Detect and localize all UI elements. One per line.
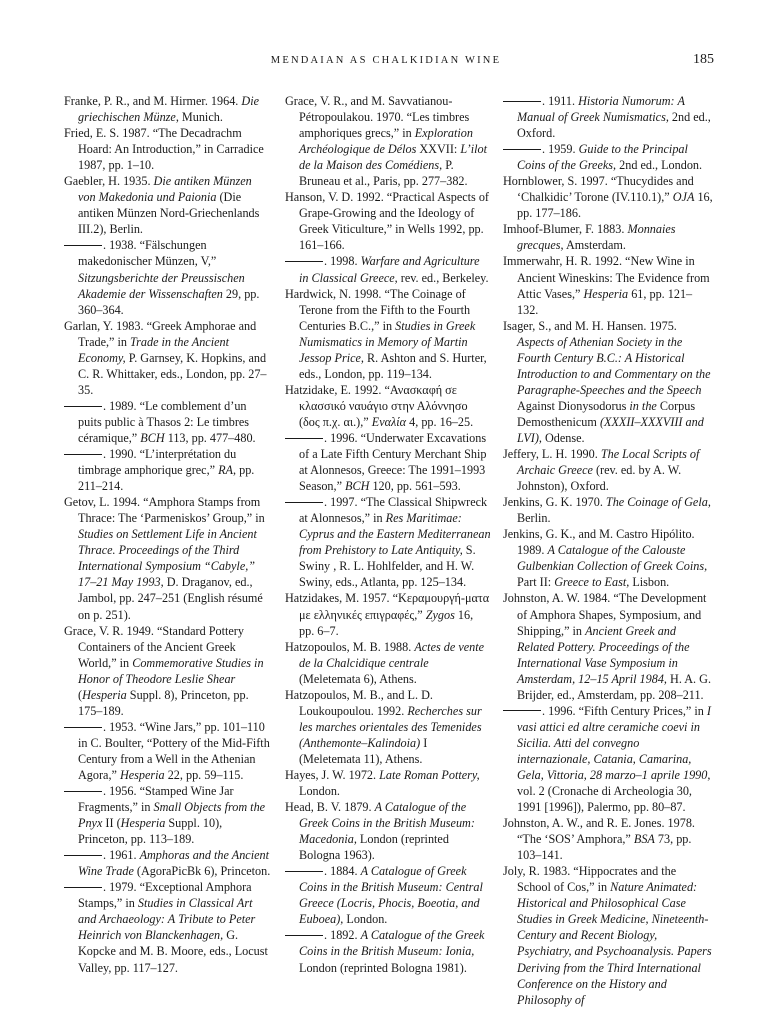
repeat-author-dash bbox=[64, 855, 102, 856]
bibliography-entry: . 1979. “Exceptional Amphora Stamps,” in Studies in Classical Art and Archaeology: A Tribute to Peter Heinrich von Blanckenhagen, G. Kopcke and M. B. Moore, eds., Locust Valley, pp. 117–127. bbox=[64, 879, 272, 975]
repeat-author-dash bbox=[64, 245, 102, 246]
running-head bbox=[0, 52, 772, 75]
bibliography-entry: Hanson, V. D. 1992. “Practical Aspects of Grape-Growing and the Ideology of Greek Viticulture,” in Wells 1992, pp. 161–166. bbox=[285, 190, 489, 253]
repeat-author-dash bbox=[285, 261, 323, 262]
bibliography-entry: Hayes, J. W. 1972. Late Roman Pottery, London. bbox=[285, 767, 480, 799]
repeat-author-dash bbox=[64, 454, 102, 455]
bibliography-entry: Grace, V. R. 1949. “Standard Pottery Containers of the Ancient Greek World,” in Commemorative Studies in Honor of Theodore Leslie Shear (Hesperia Suppl. 8), Princeton, pp. 175–189. bbox=[64, 623, 264, 718]
bibliography-entry: Garlan, Y. 1983. “Greek Amphorae and Trade,” in Trade in the Ancient Economy, P. Garnsey, K. Hopkins, and C. R. Whittaker, eds., London, pp. 27–35. bbox=[64, 318, 267, 397]
bibliography-entry: . 1989. “Le comblement d’un puits public à Thasos 2: Le timbres céramique,” BCH 113, pp. 477–480. bbox=[64, 398, 272, 446]
repeat-author-dash bbox=[64, 406, 102, 407]
bibliography-entry: . 1996. “Fifth Century Prices,” in I vasi attici ed altre ceramiche coevi in Sicilia. Atti del convegno internazionale, Catania, Camarina, Gela, Vittoria, 28 marzo–1 aprile 1990, vol. 2 (Cronache di Archeologia 30, 1991 [1996]), Palermo, pp. 80–87. bbox=[503, 703, 713, 815]
repeat-author-dash bbox=[503, 149, 541, 150]
bibliography-entry: Grace, V. R., and M. Savvatianou-Pétropoulakou. 1970. “Les timbres amphoriques grecs,” in Exploration Archéologique de Délos XXVII: L’ilot de la Maison des Comédiens, P. Bruneau et al., Paris, pp. 277–382. bbox=[285, 94, 487, 189]
bibliography-entry: Johnston, A. W. 1984. “The Development of Amphora Shapes, Symposium, and Shipping,” in Ancient Greek and Related Pottery. Proceedings of the International Vase Symposium in Amsterdam, 12–15 April 1984, H. A. G. Brijder, ed., Amsterdam, pp. 208–211. bbox=[503, 591, 711, 702]
bibliography-entry: Hatzidake, E. 1992. “Ανασκαφή σε κλασσικό ναυάγιο στην Αλόννησο (δος π.χ. αι.),” Εναλία 4, pp. 16–25. bbox=[285, 382, 474, 429]
bibliography-entry: . 1884. A Catalogue of Greek Coins in the British Museum: Central Greece (Locris, Phocis, Boeotia, and Euboea), London. bbox=[285, 863, 491, 927]
bibliography-entry: . 1938. “Fälschungen makedonischer Münzen, V,” Sitzungsberichte der Preussischen Akademie der Wissenschaften 29, pp. 360–364. bbox=[64, 237, 272, 317]
bibliography-entry: . 1892. A Catalogue of the Greek Coins in the British Museum: Ionia, London (reprinted Bologna 1981). bbox=[285, 927, 491, 975]
bibliography-entry: Hornblower, S. 1997. “Thucydides and ‘Chalkidic’ Torone (IV.110.1),” OJA 16, pp. 177–186. bbox=[503, 174, 713, 221]
bibliography-entry: Hatzidakes, M. 1957. “Κεραμουργή-ματα με ελληνικές επιγραφές,” Zygos 16, pp. 6–7. bbox=[285, 591, 490, 638]
repeat-author-dash bbox=[503, 710, 541, 711]
bibliography-entry: Imhoof-Blumer, F. 1883. Monnaies grecques, Amsterdam. bbox=[503, 222, 676, 253]
bibliography-entry: . 1998. Warfare and Agriculture in Classical Greece, rev. ed., Berkeley. bbox=[285, 253, 491, 285]
repeat-author-dash bbox=[285, 935, 323, 936]
repeat-author-dash bbox=[285, 871, 323, 872]
bibliography-entry: Getov, L. 1994. “Amphora Stamps from Thrace: The ‘Parmeniskos’ Group,” in Studies on Settlement Life in Ancient Thrace. Proceedings of the Third International Symposium “Cabyle,” 17–21 May 1993, D. Draganov, ed., Jambol, pp. 247–251 (English résumé on p. 251). bbox=[64, 495, 265, 622]
bibliography-entry: Hardwick, N. 1998. “The Coinage of Terone from the Fifth to the Fourth Centuries B.C.,” in Studies in Greek Numismatics in Memory of Martin Jessop Price, R. Ashton and S. Hurter, eds., London, pp. 119–134. bbox=[285, 286, 487, 381]
bibliography-entry: Isager, S., and M. H. Hansen. 1975. Aspects of Athenian Society in the Fourth Century B.C.: A Historical Introduction to and Commentary on the Paragraphe-Speeches and the Speech Against Dionysodorus in the Corpus Demosthenicum (XXXII–XXXVIII and LVI), Odense. bbox=[503, 318, 711, 445]
bibliography-entry: . 1990. “L’interprétation du timbrage amphorique grec,” RA, pp. 211–214. bbox=[64, 446, 272, 494]
bibliography-entry: Jeffery, L. H. 1990. The Local Scripts of Archaic Greece (rev. ed. by A. W. Johnston), Oxford. bbox=[503, 447, 700, 494]
bibliography-entry: Head, B. V. 1879. A Catalogue of the Greek Coins in the British Museum: Macedonia, London (reprinted Bologna 1963). bbox=[285, 800, 475, 863]
bibliography-entry: Johnston, A. W., and R. E. Jones. 1978. “The ‘SOS’ Amphora,” BSA 73, pp. 103–141. bbox=[503, 816, 695, 863]
bibliography-entry: Joly, R. 1983. “Hippocrates and the School of Cos,” in Nature Animated: Historical and Philosophical Case Studies in Greek Medicine, Nineteenth-Century and Recent Biology, Psychiatry, and Psychoanalysis. Papers Deriving from the Third International Conference on the History and Philosophy of bbox=[503, 864, 712, 1007]
bibliography-entry: . 1953. “Wine Jars,” pp. 101–110 in C. Boulter, “Pottery of the Mid-Fifth Century from a Well in the Athenian Agora,” Hesperia 22, pp. 59–115. bbox=[64, 719, 272, 783]
bibliography-column-2 bbox=[285, 93, 491, 976]
repeat-author-dash bbox=[285, 438, 323, 439]
repeat-author-dash bbox=[285, 502, 323, 503]
repeat-author-dash bbox=[503, 101, 541, 102]
bibliography-entry: Fried, E. S. 1987. “The Decadrachm Hoard: An Introduction,” in Carradice 1987, pp. 1–10. bbox=[64, 126, 264, 173]
bibliography-entry: Immerwahr, H. R. 1992. “New Wine in Ancient Wineskins: The Evidence from Attic Vases,” Hesperia 61, pp. 121–132. bbox=[503, 254, 710, 317]
bibliography-entry: Jenkins, G. K., and M. Castro Hipólito. 1989. A Catalogue of the Calouste Gulbenkian Collection of Greek Coins, Part II: Greece to East, Lisbon. bbox=[503, 527, 708, 590]
bibliography-entry: . 1956. “Stamped Wine Jar Fragments,” in Small Objects from the Pnyx II (Hesperia Suppl. 10), Princeton, pp. 113–189. bbox=[64, 783, 272, 847]
running-title: MENDAIAN AS CHALKIDIAN WINE bbox=[270, 55, 502, 66]
bibliography-entry: Hatzopoulos, M. B., and L. D. Loukoupoulou. 1992. Recherches sur les marches orientales des Temenides (Anthemonte–Kalindoia) I (Meletemata 11), Athens. bbox=[285, 687, 482, 766]
bibliography-entry: . 1996. “Underwater Excavations of a Late Fifth Century Merchant Ship at Alonnesos, Greece: The 1991–1993 Season,” BCH 120, pp. 561–593. bbox=[285, 430, 491, 494]
bibliography-entry: Franke, P. R., and M. Hirmer. 1964. Die griechischen Münze, Munich. bbox=[64, 94, 259, 125]
bibliography-column-3 bbox=[503, 93, 713, 1008]
repeat-author-dash bbox=[64, 727, 102, 728]
bibliography-entry: Hatzopoulos, M. B. 1988. Actes de vente de la Chalcidique centrale (Meletemata 6), Athens. bbox=[285, 639, 485, 686]
bibliography-entry: Jenkins, G. K. 1970. The Coinage of Gela, Berlin. bbox=[503, 495, 711, 526]
page-number: 185 bbox=[693, 52, 714, 67]
bibliography-entry: Gaebler, H. 1935. Die antiken Münzen von Makedonia und Paionia (Die antiken Münzen Nord-Griechenlands III.2), Berlin. bbox=[64, 174, 260, 237]
bibliography-entry: . 1959. Guide to the Principal Coins of the Greeks, 2nd ed., London. bbox=[503, 141, 713, 173]
bibliography-column-1 bbox=[64, 93, 272, 976]
bibliography-entry: . 1911. Historia Numorum: A Manual of Greek Numismatics, 2nd ed., Oxford. bbox=[503, 93, 713, 141]
repeat-author-dash bbox=[64, 791, 102, 792]
repeat-author-dash bbox=[64, 887, 102, 888]
bibliography-entry: . 1961. Amphoras and the Ancient Wine Trade (AgoraPicBk 6), Princeton. bbox=[64, 847, 272, 879]
bibliography-entry: . 1997. “The Classical Shipwreck at Alonnesos,” in Res Maritimae: Cyprus and the Eastern Mediterranean from Prehistory to Late Antiquity, S. Swiny , R. L. Hohlfelder, and H. W. Swiny, eds., Atlanta, pp. 125–134. bbox=[285, 494, 491, 590]
